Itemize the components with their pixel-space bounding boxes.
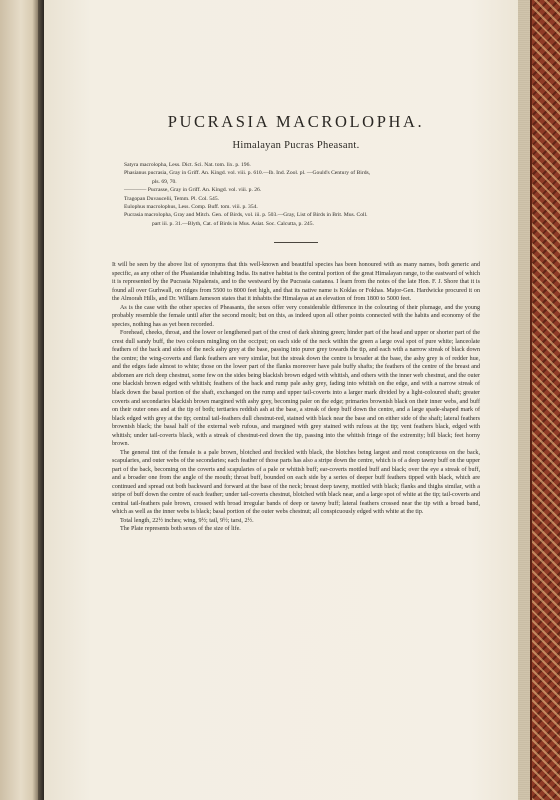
page-title: PUCRASIA MACROLOPHA. bbox=[167, 112, 425, 131]
page-stack-edge bbox=[518, 0, 530, 800]
body-paragraph: Forehead, cheeks, throat, and the lower or lengthened part of the crest of dark shining green; hinder part of the head and upper or shorter part of the crest dull sandy buff, the two colours mingling on the occiput; on each side of the neck within the green a large oval spot of pure white; lanceolate feathers of the back and sides of the neck ashy grey at the base, passing into purer grey towards the tip, and each with a narrow streak of black down the centre; the wing-coverts and flank feathers are very similar, but the streak down the centre is broader at the base, the ashy grey is of redder hue, and the edges fade almost to white; those on the lower part of the flanks moreover have pale buffy shafts; the feathers of the centre of the breast and abdomen are rich deep chestnut, some few on the sides being blackish brown edged with whitish, and others with the inner web chestnut, and the outer one blackish brown edged with whitish; feathers of the back and rump pale ashy grey, fading into whitish on the edge, and with a narrow streak of black down the basal portion of the shaft, exchanged on the rump and upper tail-coverts into a larger mark divided by a light-coloured shaft; greater coverts and secondaries blackish brown margined with ashy grey, becoming paler on the edge; primaries brownish black on their inner webs, and buff on their outer ones and at the tip of both; tertiaries reddish ash at the base, a streak of deep buff down the centre, and a large spade-shaped mark of black edged with grey at the tip; central tail-feathers dull chestnut-red, stained with black near the base and on either side of the shaft; lateral feathers brownish black; the basal half of the external web rufous, and margined with grey stained with rufous at the tip; vent feathers black, edged with whitish; under tail-coverts black, with a streak of chestnut-red down the tip, passing into the whitish fringe of the extremity; bill black; feet horny brown. bbox=[112, 330, 480, 448]
page-subtitle: Himalayan Pucras Pheasant. bbox=[232, 140, 360, 151]
body-paragraph: As is the case with the other species of Pheasants, the sexes offer very considerable difference in the colouring of their plumage, and the young probably resemble the female until after the second moult; but on this, as indeed upon all other points connected with the habits and economy of the species, nothing has as yet been recorded. bbox=[112, 304, 480, 328]
body-paragraph: Total length, 22½ inches; wing, 9½; tail, 9½; tarsi, 2½. bbox=[120, 517, 254, 524]
body-paragraph: It will be seen by the above list of synonyms that this well-known and beautiful species has been honoured with as many names, both generic and specific, as any other of the Phasianidæ inhabiting India. Its native habitat is the central portion of the great Himalayan range, to the eastward of which it is represented by the Pucrasia Nipalensis, and to the westward by the Pucrasia castanea. I learn from the notes of the late Hon. F. J. Shore that it is found all over Gurhwall, on ridges from 5500 to 8000 feet high, and that its native name is Koklas or Fokhas. Major-Gen. Hardwicke procured it on the Almorah Hills, and Dr. William Jameson states that it inhabits the Himalayas at an elevation of from 1800 to 5000 feet. bbox=[112, 262, 480, 303]
synonym-list bbox=[112, 161, 480, 228]
synonym-line: ———— Pucrasse, Gray in Griff. An. Kingd. vol. viii. p. 26. bbox=[124, 187, 262, 194]
marbled-binding bbox=[530, 0, 560, 800]
section-divider bbox=[274, 242, 318, 243]
synonym-line: Eulophus macrolophus, Less. Comp. Buff. tom. viii. p. 354. bbox=[124, 204, 258, 211]
synonym-line: part iii. p. 31.—Blyth, Cat. of Birds in Mus. Asiat. Soc. Calcutta, p. 245. bbox=[152, 220, 314, 227]
body-paragraph: The Plate represents both sexes of the size of life. bbox=[120, 526, 241, 533]
synonym-line: Satyra macrolopha, Less. Dict. Sci. Nat. tom. lix. p. 196. bbox=[124, 162, 251, 168]
synonym-line: Phasianus pucrasia, Gray in Griff. An. Kingd. vol. viii. p. 610.—Ib. Ind. Zool. pl. —Gould's Century of Birds, bbox=[124, 170, 371, 177]
page-text bbox=[112, 112, 480, 534]
synonym-line: Pucrasia macrolopha, Gray and Mitch. Gen. of Birds, vol. iii. p. 503.—Gray, List of Birds in Brit. Mus. Coll. bbox=[124, 212, 368, 219]
synonym-line: pls. 69, 70. bbox=[152, 178, 177, 185]
body-paragraph: The general tint of the female is a pale brown, blotched and freckled with black, the blotches being largest and most conspicuous on the back, scapularies, and outer webs of the secondaries; each feather of those parts has also a stripe down the centre, which is of a deep tawny buff on the upper part of the back, becoming on the coverts and scapularies of a pale or whitish buff; ear-coverts mottled buff and black; over the eye a streak of buff, and a broader one from the angle of the mouth; throat buff, bounded on each side by a series of deeper buff feathers tipped with black, which are continued and spread out both backward and forward at the base of the neck; breast deep tawny, mottled with black; flanks and thighs similar, with a stripe of buff down the centre of each feather; under tail-coverts chestnut, blotched with black near, and a large spot of white at the tip; tail-coverts and central tail-feathers pale brown, crossed with broad irregular bands of deep or tawny buff; lateral feathers crossed near the tip with a broad band, which as well as the inner webs is black; basal portion of the outer webs chestnut; all conspicuously edged with white at the tip. bbox=[112, 449, 480, 516]
left-page-edge bbox=[0, 0, 38, 800]
synonym-line: Tragopan Duvaucelii, Temm. Pl. Col. 545. bbox=[124, 195, 220, 202]
